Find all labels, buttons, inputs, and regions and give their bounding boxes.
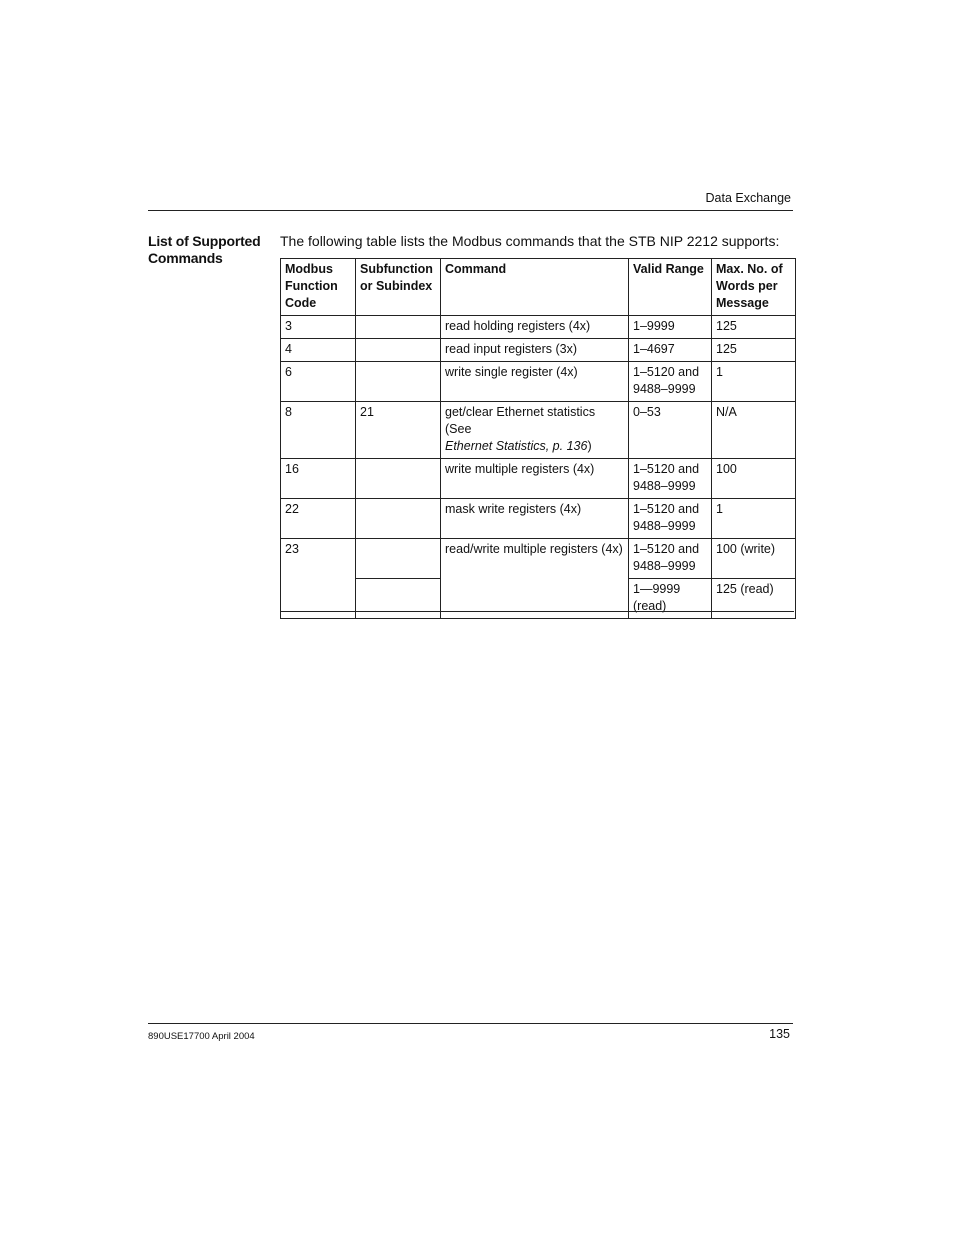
table-row	[281, 362, 796, 402]
cell-max: 125	[712, 339, 796, 362]
cell-range	[629, 362, 712, 402]
header-text: or Subindex	[360, 279, 433, 293]
table-row	[281, 316, 796, 339]
cell-range: 1–9999	[629, 316, 712, 339]
header-text: Code	[285, 296, 317, 310]
cell-sub	[356, 339, 441, 362]
cell-command: mask write registers (4x)	[441, 499, 629, 539]
header-text: Subfunction	[360, 262, 433, 276]
intro-text: The following table lists the Modbus commands that the STB NIP 2212 supports:	[280, 233, 780, 249]
range-line: 1—9999	[633, 582, 681, 596]
cell-range	[629, 499, 712, 539]
section-heading-line1: List of Supported	[148, 233, 261, 249]
header-text: Function	[285, 279, 338, 293]
range-line: 9488–9999	[633, 479, 696, 493]
cell-max: 125	[712, 316, 796, 339]
table-header-row	[281, 259, 796, 316]
cell-sub	[356, 539, 441, 579]
range-line: (read)	[633, 599, 667, 613]
cell-sub	[356, 362, 441, 402]
cell-sub	[356, 499, 441, 539]
cell-command: read/write multiple registers (4x)	[441, 539, 629, 619]
table-row	[281, 499, 796, 539]
header-rule	[148, 210, 793, 211]
cell-max: 100	[712, 459, 796, 499]
cell-sub: 21	[356, 402, 441, 459]
commands-table	[280, 258, 796, 619]
cell-range	[629, 459, 712, 499]
footer-doc-id: 890USE17700 April 2004	[148, 1031, 255, 1042]
range-line: 1–5120 and	[633, 542, 700, 556]
header-text: Message	[716, 296, 769, 310]
cell-range: 1–4697	[629, 339, 712, 362]
range-line: 9488–9999	[633, 519, 696, 533]
cell-max: N/A	[712, 402, 796, 459]
header-valid-range: Valid Range	[629, 259, 712, 316]
command-close-paren: )	[587, 439, 592, 453]
cell-command: read holding registers (4x)	[441, 316, 629, 339]
cell-code: 16	[281, 459, 356, 499]
cell-sub	[356, 579, 441, 619]
command-line	[445, 438, 624, 455]
cell-command: read input registers (3x)	[441, 339, 629, 362]
cell-command: write single register (4x)	[441, 362, 629, 402]
range-line: 9488–9999	[633, 382, 696, 396]
cell-command	[441, 402, 629, 459]
cell-max: 1	[712, 499, 796, 539]
header-text: Words per	[716, 279, 778, 293]
table-row	[281, 539, 796, 579]
range-line: 1–5120 and	[633, 365, 700, 379]
header-text: Max. No. of	[716, 262, 783, 276]
cell-sub	[356, 316, 441, 339]
cell-max: 100 (write)	[712, 539, 796, 579]
range-line: 9488–9999	[633, 559, 696, 573]
section-end-rule	[280, 611, 794, 612]
command-line: get/clear Ethernet statistics (See	[445, 405, 596, 436]
header-function-code	[281, 259, 356, 316]
header-subfunction	[356, 259, 441, 316]
range-line: 1–5120 and	[633, 502, 700, 516]
page-number: 135	[769, 1027, 790, 1041]
table-row	[281, 459, 796, 499]
cell-range	[629, 539, 712, 579]
table-row	[281, 339, 796, 362]
cell-command: write multiple registers (4x)	[441, 459, 629, 499]
cell-code: 23	[281, 539, 356, 619]
cross-reference-link[interactable]: Ethernet Statistics, p. 136	[445, 439, 588, 453]
cell-code: 22	[281, 499, 356, 539]
section-heading	[148, 233, 276, 267]
section-heading-line2: Commands	[148, 250, 223, 266]
table-row	[281, 402, 796, 459]
running-header: Data Exchange	[705, 191, 791, 205]
cell-code: 6	[281, 362, 356, 402]
cell-code: 3	[281, 316, 356, 339]
header-command: Command	[441, 259, 629, 316]
footer-rule	[148, 1023, 793, 1024]
cell-code: 8	[281, 402, 356, 459]
range-line: 1–5120 and	[633, 462, 700, 476]
cell-max: 1	[712, 362, 796, 402]
cell-max: 125 (read)	[712, 579, 796, 619]
header-text: Modbus	[285, 262, 333, 276]
cell-sub	[356, 459, 441, 499]
cell-range	[629, 579, 712, 619]
cell-range: 0–53	[629, 402, 712, 459]
cell-code: 4	[281, 339, 356, 362]
header-max-words	[712, 259, 796, 316]
